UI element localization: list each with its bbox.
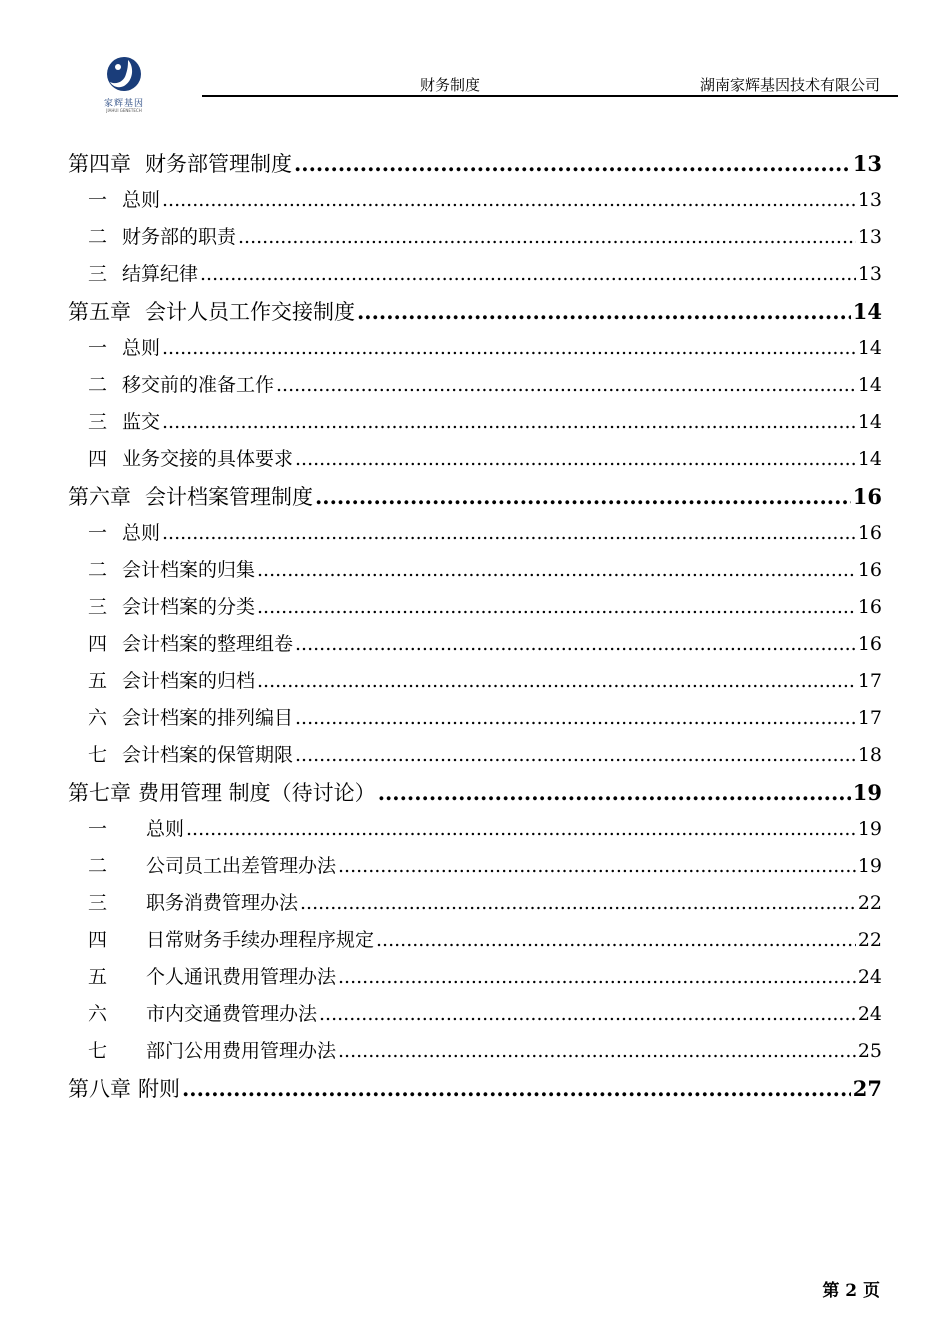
page-number-footer: 第 2 页 — [822, 1281, 880, 1301]
logo-subtext: JIAHUI GENETECH — [106, 108, 142, 113]
toc-title: 市内交通费管理办法 — [146, 1003, 318, 1025]
toc-number: 一 — [88, 337, 108, 359]
toc-number: 四 — [88, 448, 108, 470]
toc-number: 一 — [88, 189, 108, 211]
toc-page-number: 25 — [857, 1040, 882, 1062]
toc-leader — [338, 855, 856, 877]
toc-number: 二 — [88, 374, 108, 396]
toc-chapter-entry[interactable] — [68, 296, 882, 333]
toc-number: 四 — [88, 633, 108, 655]
toc-leader — [295, 633, 856, 655]
toc-section-entry[interactable] — [68, 592, 882, 629]
toc-title: 业务交接的具体要求 — [122, 448, 294, 470]
toc-number: 第四章 — [68, 152, 131, 176]
toc-title: 移交前的准备工作 — [122, 374, 275, 396]
toc-page-number: 16 — [857, 633, 882, 655]
toc-section-entry[interactable] — [68, 259, 882, 296]
toc-number: 五 — [88, 966, 108, 988]
toc-leader — [338, 1040, 856, 1062]
toc-title: 会计人员工作交接制度 — [145, 300, 355, 324]
toc-page-number: 14 — [857, 337, 882, 359]
toc-leader — [162, 522, 856, 544]
toc-section-entry[interactable] — [68, 962, 882, 999]
logo-text: 家辉基因 — [103, 99, 144, 109]
header-company: 湖南家辉基因技术有限公司 — [699, 76, 880, 94]
toc-section-entry[interactable] — [68, 629, 882, 666]
toc-section-entry[interactable] — [68, 1036, 882, 1073]
toc-number: 一 — [88, 818, 108, 840]
toc-page-number: 17 — [857, 707, 882, 729]
toc-section-entry[interactable] — [68, 370, 882, 407]
toc-leader — [319, 1003, 856, 1025]
toc-page-number: 16 — [857, 559, 882, 581]
toc-page-number: 13 — [857, 226, 882, 248]
toc-section-entry[interactable] — [68, 851, 882, 888]
toc-number: 二 — [88, 226, 108, 248]
toc-page-number: 14 — [852, 299, 882, 324]
toc-page-number: 22 — [857, 929, 882, 951]
toc-section-entry[interactable] — [68, 999, 882, 1036]
toc-leader — [338, 966, 856, 988]
toc-chapter-entry[interactable] — [68, 777, 882, 814]
toc-page-number: 17 — [857, 670, 882, 692]
toc-leader — [315, 484, 851, 509]
toc-leader — [294, 151, 851, 176]
toc-number: 第六章 — [68, 485, 131, 509]
header-title: 财务制度 — [420, 76, 481, 94]
toc-leader — [295, 448, 856, 470]
toc-number: 五 — [88, 670, 108, 692]
toc-number: 一 — [88, 522, 108, 544]
toc-title: 总则 — [146, 818, 185, 840]
toc-title: 结算纪律 — [122, 263, 199, 285]
toc-number: 三 — [88, 411, 108, 433]
toc-title: 日常财务手续办理程序规定 — [146, 929, 375, 951]
toc-number: 第八章 — [68, 1077, 131, 1101]
toc-title: 部门公用费用管理办法 — [146, 1040, 337, 1062]
toc-leader — [186, 818, 856, 840]
toc-section-entry[interactable] — [68, 222, 882, 259]
toc-leader — [238, 226, 856, 248]
toc-number: 三 — [88, 263, 108, 285]
logo-mark-icon — [106, 56, 142, 94]
toc-number: 四 — [88, 929, 108, 951]
toc-page-number: 13 — [857, 189, 882, 211]
toc-section-entry[interactable] — [68, 740, 882, 777]
toc-title: 总则 — [122, 189, 161, 211]
toc-title: 个人通讯费用管理办法 — [146, 966, 337, 988]
toc-section-entry[interactable] — [68, 703, 882, 740]
toc-title: 会计档案的分类 — [122, 596, 256, 618]
toc-title: 财务部的职责 — [122, 226, 237, 248]
toc-number: 六 — [88, 707, 108, 729]
toc-title: 会计档案管理制度 — [145, 485, 313, 509]
toc-page-number: 27 — [852, 1076, 882, 1101]
toc-title: 总则 — [122, 522, 161, 544]
toc-title: 会计档案的整理组卷 — [122, 633, 294, 655]
toc-section-entry[interactable] — [68, 814, 882, 851]
toc-number: 六 — [88, 1003, 108, 1025]
toc-number: 第七章 — [68, 781, 131, 805]
toc-section-entry[interactable] — [68, 444, 882, 481]
toc-title: 会计档案的保管期限 — [122, 744, 294, 766]
toc-leader — [376, 929, 856, 951]
toc-section-entry[interactable] — [68, 925, 882, 962]
toc-leader — [257, 559, 856, 581]
toc-leader — [162, 189, 856, 211]
toc-page-number: 14 — [857, 374, 882, 396]
toc-leader — [162, 337, 856, 359]
toc-title: 总则 — [122, 337, 161, 359]
toc-number: 三 — [88, 596, 108, 618]
toc-number: 七 — [88, 744, 108, 766]
toc-number: 七 — [88, 1040, 108, 1062]
toc-page-number: 14 — [857, 448, 882, 470]
toc-title: 财务部管理制度 — [145, 152, 292, 176]
toc-chapter-entry[interactable] — [68, 1073, 882, 1110]
toc-title: 会计档案的归集 — [122, 559, 256, 581]
toc-title: 费用管理 制度（待讨论） — [138, 781, 376, 805]
toc-page-number: 16 — [852, 484, 882, 509]
toc-page-number: 19 — [857, 818, 882, 840]
toc-page-number: 24 — [857, 966, 882, 988]
toc-number: 三 — [88, 892, 108, 914]
toc-leader — [357, 299, 851, 324]
toc-section-entry[interactable] — [68, 407, 882, 444]
toc-leader — [378, 780, 851, 805]
toc-page-number: 13 — [857, 263, 882, 285]
toc-page-number: 13 — [852, 151, 882, 176]
toc-title: 会计档案的归档 — [122, 670, 256, 692]
toc-section-entry[interactable] — [68, 185, 882, 222]
toc-number: 第五章 — [68, 300, 131, 324]
toc-leader — [300, 892, 856, 914]
toc-leader — [257, 596, 856, 618]
toc-page-number: 18 — [857, 744, 882, 766]
toc-leader — [162, 411, 856, 433]
toc-section-entry[interactable] — [68, 666, 882, 703]
toc-leader — [276, 374, 856, 396]
company-logo — [96, 56, 156, 114]
toc-page-number: 24 — [857, 1003, 882, 1025]
toc-title: 附则 — [138, 1077, 180, 1101]
toc-leader — [295, 744, 856, 766]
toc-leader — [200, 263, 856, 285]
toc-title: 会计档案的排列编目 — [122, 707, 294, 729]
toc-number: 二 — [88, 559, 108, 581]
toc-page-number: 16 — [857, 522, 882, 544]
toc-chapter-entry[interactable] — [68, 481, 882, 518]
toc-leader — [182, 1076, 851, 1101]
toc-section-entry[interactable] — [68, 518, 882, 555]
toc-title: 职务消费管理办法 — [146, 892, 299, 914]
toc-title: 监交 — [122, 411, 161, 433]
toc-chapter-entry[interactable] — [68, 148, 882, 185]
header-divider — [202, 95, 898, 97]
toc-page-number: 19 — [857, 855, 882, 877]
toc-page-number: 14 — [857, 411, 882, 433]
toc-title: 公司员工出差管理办法 — [146, 855, 337, 877]
toc-page-number: 22 — [857, 892, 882, 914]
toc-page-number: 19 — [852, 780, 882, 805]
toc-section-entry[interactable] — [68, 333, 882, 370]
toc-leader — [257, 670, 856, 692]
toc-section-entry[interactable] — [68, 888, 882, 925]
toc-page-number: 16 — [857, 596, 882, 618]
toc-section-entry[interactable] — [68, 555, 882, 592]
table-of-contents — [68, 148, 882, 1110]
toc-number: 二 — [88, 855, 108, 877]
toc-leader — [295, 707, 856, 729]
